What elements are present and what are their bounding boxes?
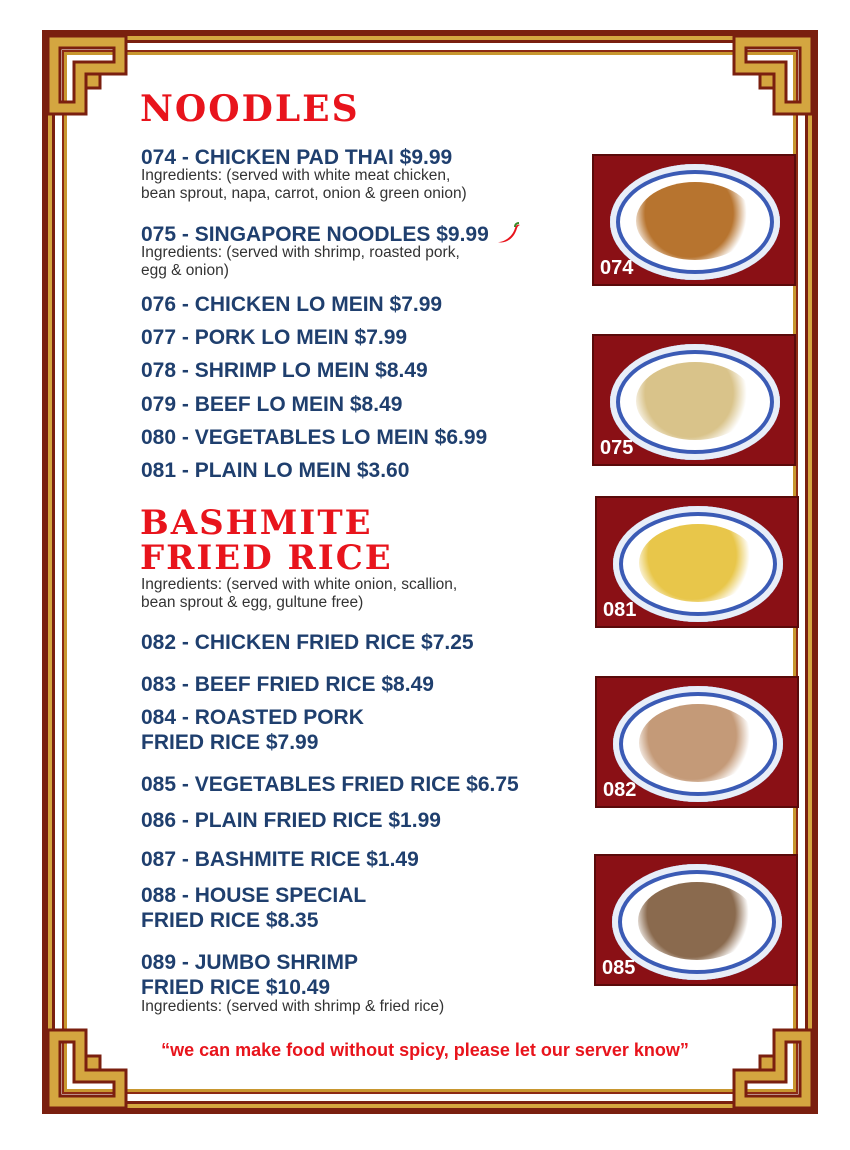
- menu-item-079: 079 - BEEF LO MEIN $8.49: [141, 393, 403, 416]
- menu-item-089-line1: 089 - JUMBO SHRIMP: [141, 951, 359, 974]
- menu-item-084-line2: FRIED RICE $7.99: [141, 731, 319, 754]
- menu-item-078: 078 - SHRIMP LO MEIN $8.49: [141, 359, 428, 382]
- photo-label: 075: [600, 437, 634, 459]
- food-image: [639, 524, 757, 602]
- menu-item-088-line2: FRIED RICE $8.35: [141, 909, 319, 932]
- fried-rice-heading-line2: FRIED RICE: [140, 538, 393, 578]
- corner-ornament-icon: [42, 1024, 132, 1114]
- dish-photo-081: [595, 496, 799, 628]
- corner-ornament-icon: [728, 30, 818, 120]
- fried-rice-heading-line1: BASHMITE: [140, 503, 373, 543]
- menu-item-081: 081 - PLAIN LO MEIN $3.60: [141, 459, 410, 482]
- menu-item-075-label: 075 - SINGAPORE NOODLES $9.99: [141, 223, 489, 246]
- menu-item-083: 083 - BEEF FRIED RICE $8.49: [141, 673, 434, 696]
- corner-ornament-icon: [728, 1024, 818, 1114]
- dish-photo-074: [592, 154, 796, 286]
- food-image: [639, 704, 757, 782]
- menu-item-084-line1: 084 - ROASTED PORK: [141, 706, 364, 729]
- photo-label: 085: [602, 957, 636, 979]
- menu-item-086: 086 - PLAIN FRIED RICE $1.99: [141, 809, 441, 832]
- food-image: [636, 182, 754, 260]
- dish-photo-075: [592, 334, 796, 466]
- menu-item-076: 076 - CHICKEN LO MEIN $7.99: [141, 293, 443, 316]
- menu-item-074: 074 - CHICKEN PAD THAI $9.99: [141, 146, 453, 169]
- food-image: [636, 362, 754, 440]
- menu-item-088-line1: 088 - HOUSE SPECIAL: [141, 884, 367, 907]
- menu-item-089-line2: FRIED RICE $10.49: [141, 976, 331, 999]
- menu-item-080: 080 - VEGETABLES LO MEIN $6.99: [141, 426, 488, 449]
- menu-item-085: 085 - VEGETABLES FRIED RICE $6.75: [141, 773, 519, 796]
- chili-pepper-icon: [495, 222, 521, 244]
- dish-photo-082: [595, 676, 799, 808]
- photo-label: 081: [603, 599, 637, 621]
- menu-item-075-ingredients: Ingredients: (served with shrimp, roasted pork, egg & onion): [141, 244, 460, 279]
- menu-item-089-ingredients: Ingredients: (served with shrimp & fried rice): [141, 998, 445, 1015]
- menu-item-087: 087 - BASHMITE RICE $1.49: [141, 848, 419, 871]
- dish-photo-085: [594, 854, 798, 986]
- menu-item-082: 082 - CHICKEN FRIED RICE $7.25: [141, 631, 474, 654]
- menu-item-074-ingredients: Ingredients: (served with white meat chicken, bean sprout, napa, carrot, onion & green onion): [141, 167, 467, 202]
- photo-label: 074: [600, 257, 634, 279]
- corner-ornament-icon: [42, 30, 132, 120]
- food-image: [638, 882, 756, 960]
- footer-note: “we can make food without spicy, please let our server know”: [161, 1040, 689, 1060]
- noodles-heading: NOODLES: [140, 88, 360, 130]
- photo-label: 082: [603, 779, 637, 801]
- menu-item-077: 077 - PORK LO MEIN $7.99: [141, 326, 408, 349]
- fried-rice-ingredients: Ingredients: (served with white onion, scallion, bean sprout & egg, gultune free): [141, 576, 458, 611]
